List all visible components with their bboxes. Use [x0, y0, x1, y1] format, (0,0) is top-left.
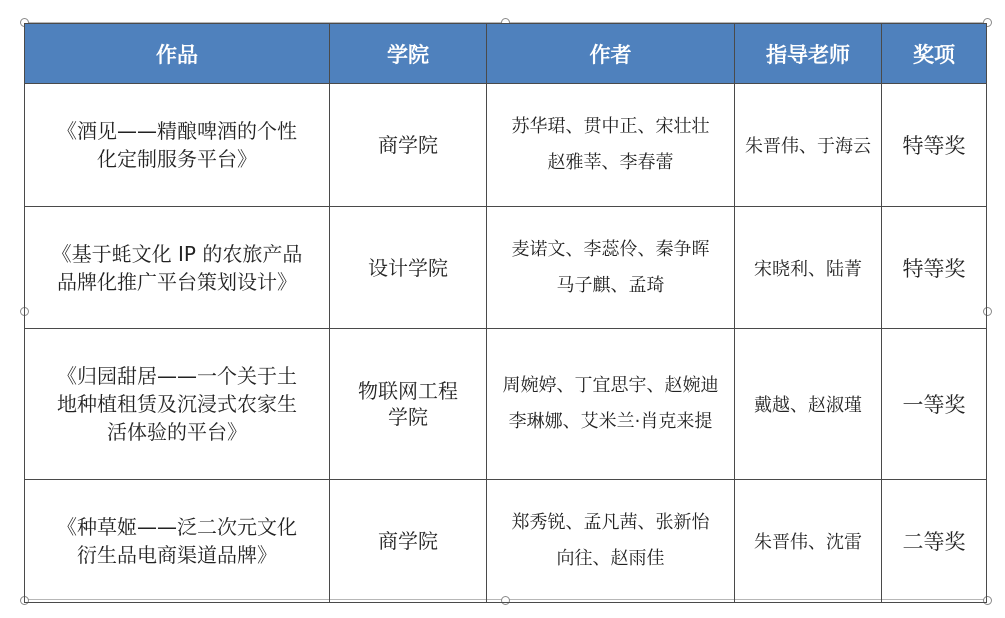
work-line: 《归园甜居——一个关于土	[57, 364, 297, 388]
work-cell	[25, 84, 330, 207]
authors-cell	[487, 207, 735, 329]
work-line: 活体验的平台》	[107, 420, 247, 444]
table-row	[25, 207, 987, 329]
work-line: 品牌化推广平台策划设计》	[57, 269, 297, 294]
authors-cell	[487, 480, 735, 603]
school-line: 商学院	[378, 133, 438, 157]
authors-line: 赵雅莘、李春蕾	[547, 152, 674, 173]
authors-line: 苏华珺、贯中正、宋壮壮	[511, 116, 710, 137]
award-cell: 二等奖	[882, 480, 987, 603]
award-cell: 一等奖	[882, 329, 987, 480]
work-cell	[25, 207, 330, 329]
teacher-cell: 戴越、赵淑瑾	[735, 329, 882, 480]
header-work: 作品	[25, 24, 330, 84]
header-school: 学院	[330, 24, 487, 84]
teacher-cell: 宋晓利、陆菁	[735, 207, 882, 329]
school-line: 商学院	[378, 529, 438, 553]
work-line: 《种草姬——泛二次元文化	[57, 515, 297, 539]
authors-line: 麦诺文、李蕊伶、秦争晖	[511, 238, 710, 260]
teacher-cell: 朱晋伟、于海云	[735, 84, 882, 207]
school-cell	[330, 84, 487, 207]
authors-line: 李琳娜、艾米兰·肖克来提	[508, 411, 713, 432]
authors-line: 周婉婷、丁宜思宇、赵婉迪	[502, 375, 719, 396]
school-cell	[330, 207, 487, 329]
authors-cell	[487, 84, 735, 207]
work-line: 《基于蚝文化 IP 的农旅产品	[51, 241, 303, 266]
school-cell	[330, 480, 487, 603]
header-award: 奖项	[882, 24, 987, 84]
school-line: 设计学院	[368, 255, 448, 280]
authors-cell	[487, 329, 735, 480]
authors-line: 马子麒、孟琦	[556, 274, 665, 296]
work-line: 《酒见——精酿啤酒的个性	[57, 119, 297, 143]
awards-table[interactable]	[24, 23, 987, 603]
header-teacher: 指导老师	[735, 24, 882, 84]
award-cell: 特等奖	[882, 84, 987, 207]
header-row	[25, 24, 987, 84]
award-cell: 特等奖	[882, 207, 987, 329]
table-row	[25, 329, 987, 480]
table-row	[25, 84, 987, 207]
school-cell	[330, 329, 487, 480]
teacher-cell: 朱晋伟、沈雷	[735, 480, 882, 603]
school-line: 学院	[388, 405, 428, 429]
school-line: 物联网工程	[358, 379, 458, 403]
table-row	[25, 480, 987, 603]
authors-line: 郑秀锐、孟凡茜、张新怡	[511, 512, 710, 533]
work-cell	[25, 329, 330, 480]
work-line: 衍生品电商渠道品牌》	[77, 543, 277, 567]
header-authors: 作者	[487, 24, 735, 84]
work-line: 地种植租赁及沉浸式农家生	[57, 392, 297, 416]
work-line: 化定制服务平台》	[97, 147, 257, 171]
authors-line: 向往、赵雨佳	[556, 548, 665, 569]
work-cell	[25, 480, 330, 603]
